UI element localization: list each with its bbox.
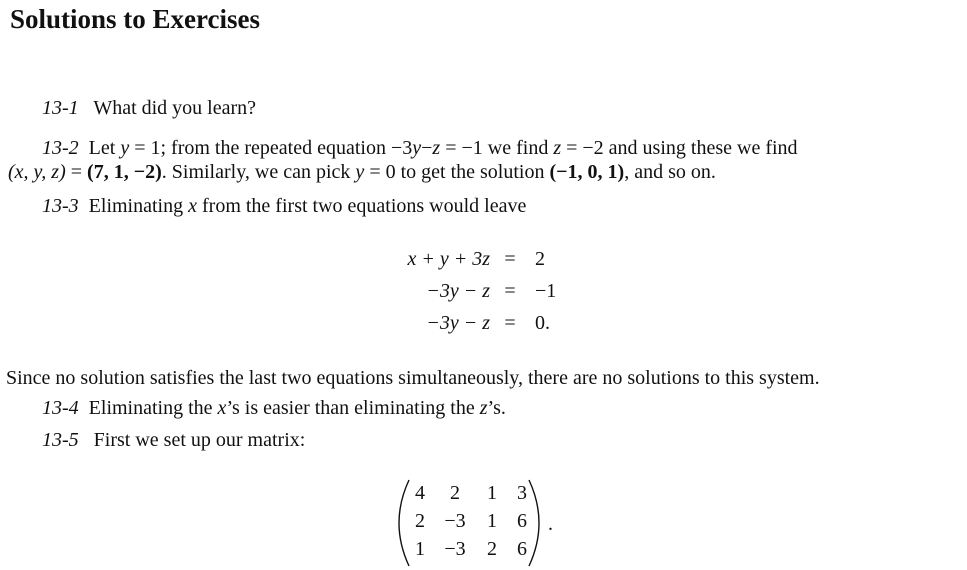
math-var: z	[553, 137, 562, 159]
matrix-cell: 1	[487, 482, 497, 504]
text-segment: ’s.	[487, 397, 506, 419]
exercise-number: 13-2	[42, 137, 79, 159]
exercise-number: 13-5	[42, 429, 79, 451]
math-var: x	[188, 195, 197, 217]
text-segment: Eliminating the	[88, 397, 218, 419]
equation-rhs: 0.	[535, 312, 550, 334]
exercise-text: What did you learn?	[93, 97, 257, 119]
matrix-cell: 2	[415, 510, 425, 532]
math-var: z	[432, 137, 441, 159]
exercise-text: First we set up our matrix:	[93, 429, 306, 451]
equation-rhs: −1	[535, 280, 557, 302]
math-var: x	[217, 397, 227, 419]
text-segment: ’s is easier than eliminating the	[226, 397, 480, 419]
equation-op: =	[504, 280, 516, 302]
exercise-number: 13-1	[42, 97, 79, 119]
math-var: y	[120, 137, 130, 159]
math-expression: (x, y, z)	[8, 161, 66, 183]
conclusion-text: Since no solution satisfies the last two equations simultaneously, there are no solutions to this system.	[6, 367, 820, 389]
equation-lhs: −3y − z	[426, 312, 490, 334]
matrix-cell: 6	[517, 538, 527, 560]
matrix-cell: 2	[487, 538, 497, 560]
text-segment: = −1 we find	[440, 137, 554, 159]
exercise-13-5	[42, 428, 305, 452]
matrix-cell: −3	[444, 538, 466, 560]
equation-lhs: −3y − z	[426, 280, 490, 302]
text-segment: = 1; from the repeated equation −3	[129, 137, 413, 159]
exercise-13-1	[42, 96, 256, 120]
matrix-cell: 1	[415, 538, 425, 560]
matrix-cell: −3	[444, 510, 466, 532]
equation-lhs: x + y + 3z	[407, 248, 490, 270]
exercise-13-2-line-1	[42, 136, 798, 160]
exercise-number: 13-3	[42, 195, 79, 217]
matrix-cell: 6	[517, 510, 527, 532]
math-var: z	[479, 397, 488, 419]
solution-bold: (−1, 0, 1)	[549, 161, 625, 183]
text-segment: Eliminating	[88, 195, 189, 217]
math-var: y	[355, 161, 365, 183]
solution-bold: (7, 1, −2)	[87, 161, 162, 183]
math-var: y	[412, 137, 422, 159]
text-segment: =	[65, 161, 88, 183]
equation-op: =	[504, 312, 516, 334]
text-segment: from the first two equations would leave	[197, 195, 527, 217]
matrix-cell: 2	[450, 482, 460, 504]
equation-op: =	[504, 248, 516, 270]
text-segment: Let	[88, 137, 121, 159]
page-title: Solutions to Exercises	[10, 4, 261, 34]
exercise-13-2-line-2	[8, 160, 716, 184]
text-segment: = 0 to get the solution	[364, 161, 550, 183]
matrix-cell: 4	[415, 482, 425, 504]
text-segment: . Similarly, we can pick	[161, 161, 356, 183]
exercise-number: 13-4	[42, 397, 79, 419]
matrix-end-period: .	[548, 513, 553, 535]
matrix	[393, 476, 543, 570]
text-segment: , and so on.	[624, 161, 716, 183]
text-segment: −	[421, 137, 433, 159]
matrix-cell: 3	[517, 482, 527, 504]
matrix-cell: 1	[487, 510, 497, 532]
text-segment: = −2 and using these we find	[561, 137, 798, 159]
exercise-13-4	[42, 396, 506, 420]
exercise-13-3	[42, 194, 526, 218]
equation-rhs: 2	[535, 248, 545, 270]
